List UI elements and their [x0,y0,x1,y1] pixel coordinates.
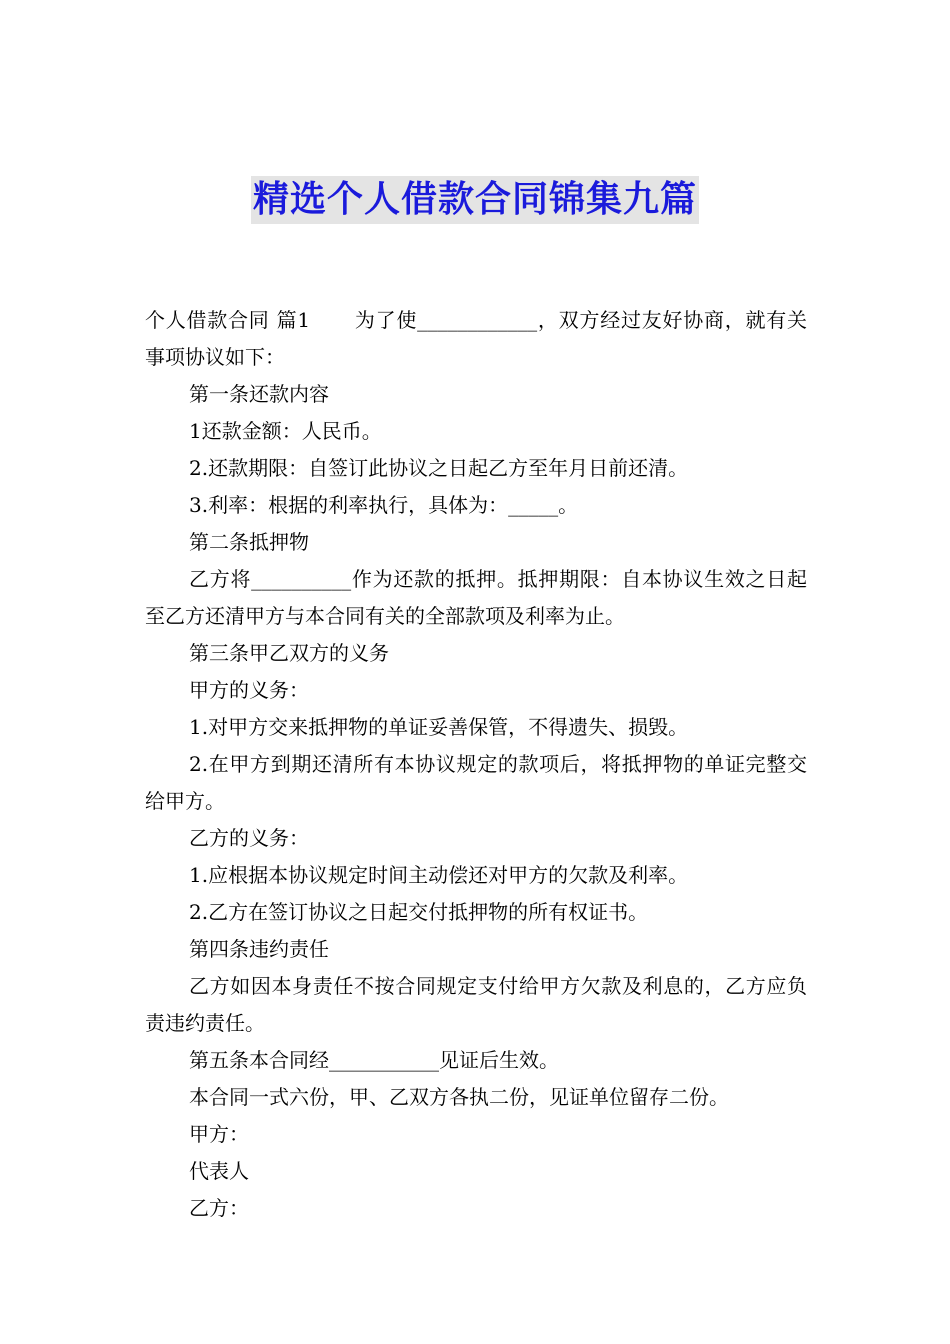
party-a-duties-heading: 甲方的义务： [189,678,309,702]
party-a-duty-1: 1.对甲方交来抵押物的单证妥善保管，不得遗失、损毁。 [189,715,689,739]
party-b-duty-1: 1.应根据本协议规定时间主动偿还对甲方的欠款及利率。 [189,863,689,887]
article-3-heading: 第三条甲乙双方的义务 [189,641,389,665]
repayment-amount-clause: 1还款金额：人民币。 [189,419,382,443]
intro-text-start: 为了使 [354,308,418,332]
article-2-heading: 第二条抵押物 [189,530,309,554]
article-5-clause: 第五条本合同经___________见证后生效。 [189,1048,559,1072]
breach-liability-clause: 乙方如因本身责任不按合同规定支付给甲方欠款及利息的，乙方应负责违约责任。 [145,974,807,1035]
party-b-duties-heading: 乙方的义务： [189,826,309,850]
collateral-clause: 乙方将__________作为还款的抵押。抵押期限：自本协议生效之日起至乙方还清甲方与本合同有关的全部款项及利率为止。 [145,567,807,628]
article-1-heading: 第一条还款内容 [189,382,329,406]
article-4-heading: 第四条违约责任 [189,937,329,961]
copies-clause: 本合同一式六份，甲、乙双方各执二份，见证单位留存二份。 [189,1085,729,1109]
party-b-signature-line: 乙方： [189,1196,249,1220]
interest-rate-clause: 3.利率：根据的利率执行，具体为：_____。 [189,493,579,517]
document-title: 精选个人借款合同锦集九篇 [251,176,699,224]
intro-paragraph [145,302,807,376]
representative-line: 代表人 [189,1159,249,1183]
title-container [0,176,950,224]
party-b-duty-2: 2.乙方在签订协议之日起交付抵押物的所有权证书。 [189,900,649,924]
heading-label: 个人借款合同 篇1 [145,308,311,332]
repayment-period-clause: 2.还款期限：自签订此协议之日起乙方至年月日前还清。 [189,456,689,480]
intro-blank: ____________ [417,308,538,332]
intro-text-end: ，双方经过友好协商，就有关事项协议如下： [145,308,808,369]
document-body [145,302,807,1227]
party-a-signature-line: 甲方： [189,1122,249,1146]
party-a-duty-2: 2.在甲方到期还清所有本协议规定的款项后，将抵押物的单证完整交给甲方。 [145,752,807,813]
